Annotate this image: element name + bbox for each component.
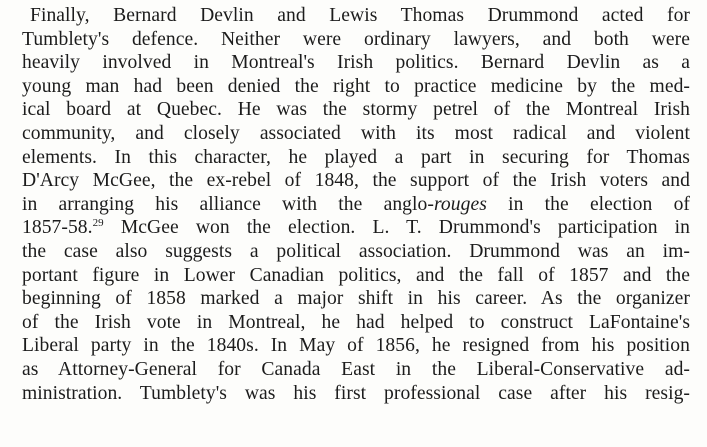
text-line-2: Tumblety's defence. Neither were ordinary lawyers, and both were <box>22 28 690 50</box>
text-line-8: D'Arcy McGee, the ex-rebel of 1848, the support of the Irish voters and <box>22 170 690 192</box>
text-segment-election: in the election of <box>486 193 690 215</box>
text-line-6: community, and closely associated with its most radical and violent <box>22 122 690 144</box>
text-line-1: Finally, Bernard Devlin and Lewis Thomas Drummond acted for <box>30 5 690 26</box>
text-line-12: portant figure in Lower Canadian politics, and the fall of 1857 and the <box>22 264 690 286</box>
text-line-13: beginning of 1858 marked a major shift in his career. As the organizer <box>22 288 690 310</box>
text-line-10 <box>22 216 690 240</box>
text-line-16: as Attorney-General for Canada East in the Liberal-Conservative ad- <box>22 358 690 380</box>
text-segment-mcgee-won: McGee won the election. L. T. Drummond's participation in <box>103 217 690 239</box>
text-line-15: Liberal party in the 1840s. In May of 1856, he resigned from his position <box>22 335 690 357</box>
text-line-5: ical board at Quebec. He was the stormy petrel of the Montreal Irish <box>22 99 690 121</box>
text-line-3: heavily involved in Montreal's Irish politics. Bernard Devlin as a <box>22 52 690 74</box>
text-line-4: young man had been denied the right to practice medicine by the med- <box>22 75 690 97</box>
text-line-14: of the Irish vote in Montreal, he had helped to construct LaFontaine's <box>22 311 690 333</box>
text-line-11: the case also suggests a political association. Drummond was an im- <box>22 240 690 262</box>
text-line-9 <box>22 193 690 217</box>
italic-word-rouges: rouges <box>433 193 487 215</box>
text-line-17: ministration. Tumblety's was his first professional case after his resig- <box>22 382 690 404</box>
text-segment-anglo: in arranging his alliance with the anglo- <box>22 193 434 215</box>
text-segment-year: 1857-58. <box>22 217 93 239</box>
body-paragraph <box>22 4 690 405</box>
text-line-7: elements. In this character, he played a part in securing for Thomas <box>22 146 690 168</box>
footnote-marker-29: 29 <box>92 217 104 230</box>
